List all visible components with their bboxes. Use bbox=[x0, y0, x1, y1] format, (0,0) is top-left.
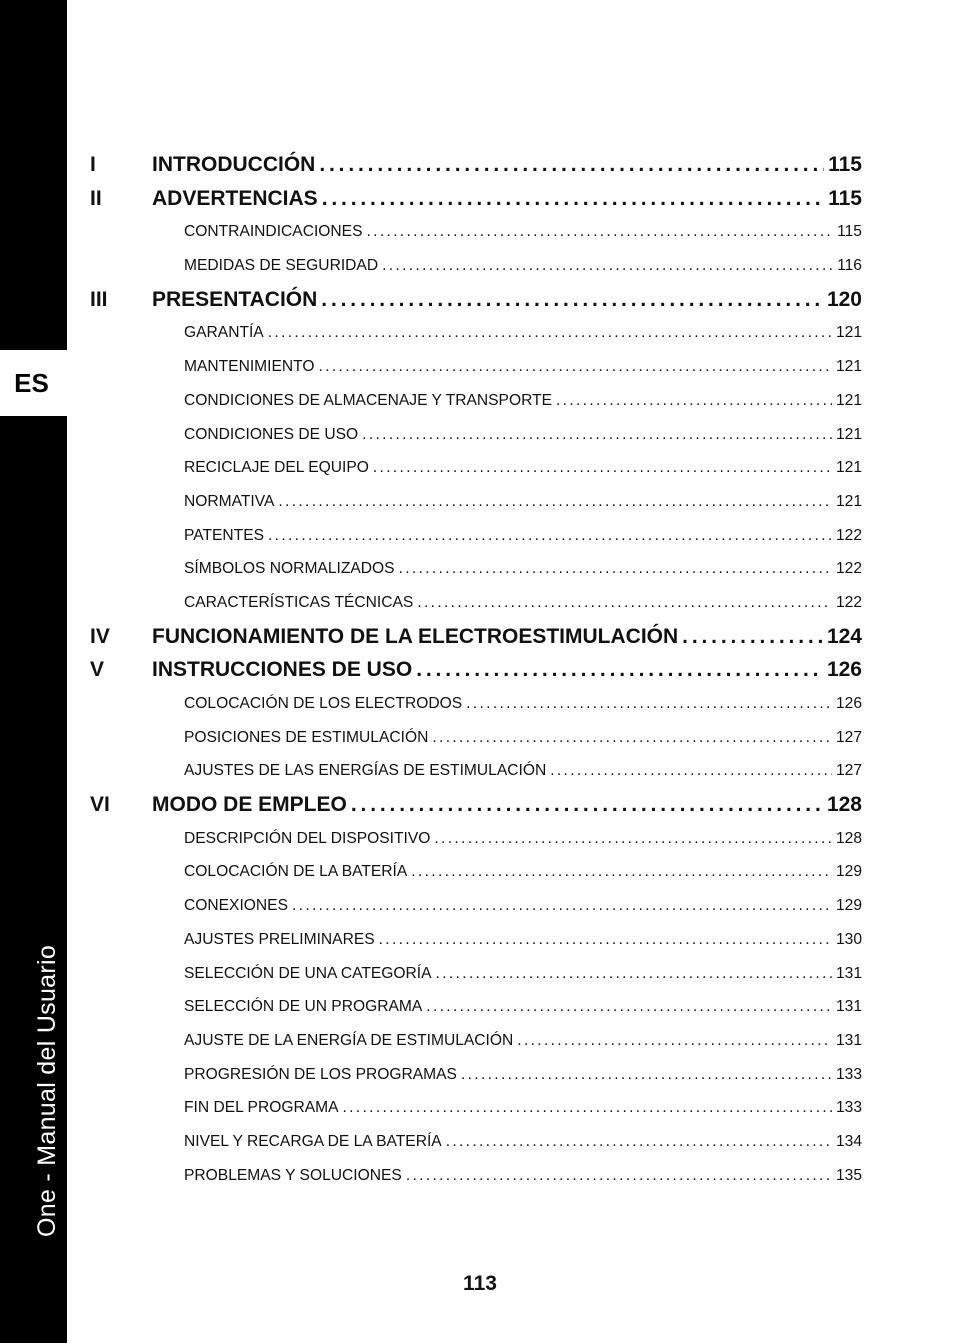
entry-title: FIN DEL PROGRAMA bbox=[184, 1099, 339, 1117]
dot-leader bbox=[417, 586, 832, 620]
dot-leader bbox=[321, 283, 823, 317]
entry-title: SÍMBOLOS NORMALIZADOS bbox=[184, 560, 395, 578]
entry-title: AJUSTES DE LAS ENERGÍAS DE ESTIMULACIÓN bbox=[184, 762, 547, 780]
dot-leader bbox=[556, 384, 832, 418]
entry-page: 131 bbox=[835, 998, 862, 1016]
toc-entry-row[interactable] bbox=[90, 1024, 862, 1058]
section-numeral: VI bbox=[90, 793, 110, 817]
dot-leader bbox=[436, 957, 832, 991]
toc-section-row[interactable] bbox=[90, 283, 862, 317]
section-title: FUNCIONAMIENTO DE LA ELECTROESTIMULACIÓN bbox=[152, 624, 679, 648]
entry-title: CONDICIONES DE USO bbox=[184, 425, 359, 443]
toc-entry-row[interactable] bbox=[90, 418, 862, 452]
dot-leader bbox=[426, 990, 832, 1024]
entry-page: 127 bbox=[835, 728, 862, 746]
toc-entry-row[interactable] bbox=[90, 215, 862, 249]
dot-leader bbox=[319, 148, 824, 182]
toc-section-row[interactable] bbox=[90, 653, 862, 687]
dot-leader bbox=[434, 822, 832, 856]
toc-entry-row[interactable] bbox=[90, 384, 862, 418]
language-tab: ES bbox=[0, 350, 67, 416]
entry-title: CONDICIONES DE ALMACENAJE Y TRANSPORTE bbox=[184, 391, 552, 409]
toc-entry-row[interactable] bbox=[90, 350, 862, 384]
section-numeral: II bbox=[90, 186, 102, 210]
dot-leader bbox=[682, 620, 823, 654]
toc-entry-row[interactable] bbox=[90, 1159, 862, 1193]
entry-page: 133 bbox=[835, 1065, 862, 1083]
toc-entry-row[interactable] bbox=[90, 855, 862, 889]
dot-leader bbox=[362, 418, 832, 452]
toc-entry-row[interactable] bbox=[90, 1091, 862, 1125]
dot-leader bbox=[466, 687, 832, 721]
dot-leader bbox=[379, 923, 832, 957]
entry-page: 134 bbox=[835, 1132, 862, 1150]
section-title: PRESENTACIÓN bbox=[152, 287, 318, 311]
dot-leader bbox=[366, 215, 833, 249]
dot-leader bbox=[268, 316, 832, 350]
entry-title: AJUSTES PRELIMINARES bbox=[184, 930, 375, 948]
dot-leader bbox=[343, 1091, 832, 1125]
dot-leader bbox=[446, 1125, 832, 1159]
toc-entry-row[interactable] bbox=[90, 451, 862, 485]
toc-entry-row[interactable] bbox=[90, 721, 862, 755]
toc-section-row[interactable] bbox=[90, 788, 862, 822]
section-numeral: V bbox=[90, 658, 105, 682]
dot-leader bbox=[382, 249, 833, 283]
section-title: INTRODUCCIÓN bbox=[152, 153, 316, 176]
entry-page: 121 bbox=[835, 492, 862, 510]
entry-title: RECICLAJE DEL EQUIPO bbox=[184, 459, 369, 477]
entry-title: COLOCACIÓN DE LOS ELECTRODOS bbox=[184, 695, 463, 712]
toc-entry-row[interactable] bbox=[90, 822, 862, 856]
entry-page: 129 bbox=[835, 863, 862, 881]
section-title: ADVERTENCIAS bbox=[152, 186, 318, 210]
dot-leader bbox=[319, 350, 832, 384]
entry-title: CONEXIONES bbox=[184, 897, 288, 915]
toc-entry-row[interactable] bbox=[90, 316, 862, 350]
side-bar bbox=[0, 0, 67, 1343]
entry-page: 122 bbox=[835, 593, 862, 611]
section-numeral: IV bbox=[90, 624, 110, 648]
toc-entry-row[interactable] bbox=[90, 1125, 862, 1159]
section-numeral: III bbox=[90, 287, 108, 311]
entry-title: NORMATIVA bbox=[184, 492, 275, 510]
dot-leader bbox=[399, 552, 832, 586]
dot-leader bbox=[411, 855, 832, 889]
toc-section-row[interactable] bbox=[90, 148, 862, 182]
dot-leader bbox=[268, 519, 832, 553]
entry-page: 115 bbox=[837, 223, 862, 241]
toc-entry-row[interactable] bbox=[90, 754, 862, 788]
entry-page: 122 bbox=[835, 526, 862, 544]
entry-page: 131 bbox=[835, 1031, 862, 1049]
toc-entry-row[interactable] bbox=[90, 519, 862, 553]
dot-leader bbox=[550, 754, 832, 788]
entry-page: 121 bbox=[835, 358, 862, 376]
entry-page: 126 bbox=[835, 695, 862, 712]
entry-title: COLOCACIÓN DE LA BATERÍA bbox=[184, 863, 408, 881]
entry-page: 135 bbox=[835, 1166, 862, 1184]
toc-section-row[interactable] bbox=[90, 620, 862, 654]
dot-leader bbox=[292, 889, 832, 923]
section-page: 115 bbox=[828, 153, 862, 176]
entry-title: GARANTÍA bbox=[184, 324, 264, 342]
section-title: INSTRUCCIONES DE USO bbox=[152, 658, 413, 682]
entry-title: DESCRIPCIÓN DEL DISPOSITIVO bbox=[184, 829, 431, 847]
dot-leader bbox=[517, 1024, 832, 1058]
entry-page: 122 bbox=[835, 560, 862, 578]
entry-page: 128 bbox=[835, 829, 862, 847]
entry-title: SELECCIÓN DE UNA CATEGORÍA bbox=[184, 964, 432, 982]
dot-leader bbox=[461, 1058, 832, 1092]
entry-title: SELECCIÓN DE UN PROGRAMA bbox=[184, 998, 423, 1016]
entry-title: PROBLEMAS Y SOLUCIONES bbox=[184, 1166, 402, 1184]
toc-entry-row[interactable] bbox=[90, 586, 862, 620]
entry-page: 121 bbox=[835, 459, 862, 477]
entry-page: 121 bbox=[835, 324, 862, 342]
manual-title-vertical: One - Manual del Usuario bbox=[33, 944, 61, 1237]
section-title: MODO DE EMPLEO bbox=[152, 793, 347, 817]
page-number: 113 bbox=[463, 1272, 497, 1295]
entry-page: 121 bbox=[835, 391, 862, 409]
toc-entry-row[interactable] bbox=[90, 687, 862, 721]
entry-title: CONTRAINDICACIONES bbox=[184, 223, 363, 241]
section-page: 120 bbox=[826, 287, 862, 311]
section-page: 128 bbox=[826, 793, 862, 817]
entry-title: PROGRESIÓN DE LOS PROGRAMAS bbox=[184, 1065, 457, 1083]
entry-page: 131 bbox=[835, 964, 862, 982]
entry-title: NIVEL Y RECARGA DE LA BATERÍA bbox=[184, 1132, 442, 1150]
toc-entry-row[interactable] bbox=[90, 485, 862, 519]
entry-title: AJUSTE DE LA ENERGÍA DE ESTIMULACIÓN bbox=[184, 1031, 514, 1049]
dot-leader bbox=[406, 1159, 832, 1193]
entry-title: MANTENIMIENTO bbox=[184, 358, 315, 376]
dot-leader bbox=[416, 653, 823, 687]
dot-leader bbox=[432, 721, 832, 755]
toc-entry-row[interactable] bbox=[90, 552, 862, 586]
table-of-contents bbox=[90, 148, 862, 1192]
toc-entry-row[interactable] bbox=[90, 889, 862, 923]
entry-title: POSICIONES DE ESTIMULACIÓN bbox=[184, 728, 429, 746]
toc-entry-row[interactable] bbox=[90, 1058, 862, 1092]
entry-page: 129 bbox=[835, 897, 862, 915]
dot-leader bbox=[351, 788, 823, 822]
section-page: 126 bbox=[826, 658, 862, 682]
toc-section-row[interactable] bbox=[90, 182, 862, 216]
toc-entry-row[interactable] bbox=[90, 923, 862, 957]
dot-leader bbox=[373, 451, 832, 485]
section-page: 124 bbox=[826, 624, 862, 648]
entry-page: 133 bbox=[835, 1099, 862, 1117]
dot-leader bbox=[278, 485, 832, 519]
toc-entry-row[interactable] bbox=[90, 957, 862, 991]
entry-page: 130 bbox=[835, 930, 862, 948]
entry-page: 116 bbox=[837, 257, 862, 275]
section-page: 115 bbox=[828, 186, 862, 210]
entry-title: PATENTES bbox=[184, 526, 265, 544]
entry-title: CARACTERÍSTICAS TÉCNICAS bbox=[184, 593, 414, 611]
entry-page: 121 bbox=[835, 425, 862, 443]
dot-leader bbox=[322, 182, 824, 216]
entry-title: MEDIDAS DE SEGURIDAD bbox=[184, 257, 379, 275]
section-numeral: I bbox=[90, 153, 96, 176]
entry-page: 127 bbox=[835, 762, 862, 780]
toc-entry-row[interactable] bbox=[90, 990, 862, 1024]
toc-entry-row[interactable] bbox=[90, 249, 862, 283]
